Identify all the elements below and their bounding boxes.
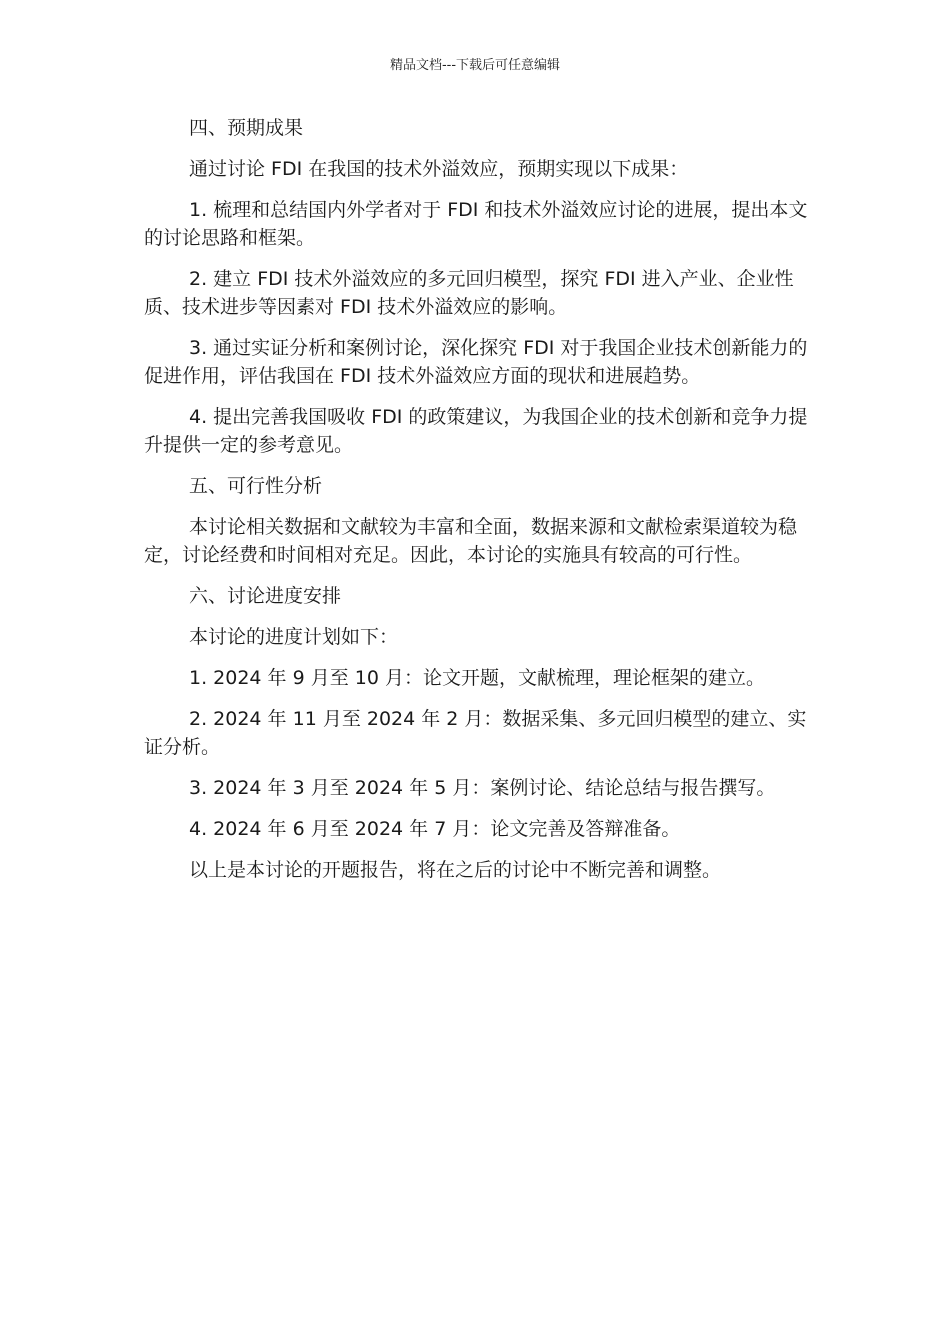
paragraph-schedule-2: 2. 2024 年 11 月至 2024 年 2 月：数据采集、多元回归模型的建立、实证分析。 — [144, 708, 807, 758]
section-heading-schedule: 六、讨论进度安排 — [189, 585, 342, 607]
paragraph-schedule-4: 4. 2024 年 6 月至 2024 年 7 月：论文完善及答辩准备。 — [189, 818, 681, 840]
paragraph-result-3: 3. 通过实证分析和案例讨论，深化探究 FDI 对于我国企业技术创新能力的促进作用，评估我国在 FDI 技术外溢效应方面的现状和进展趋势。 — [144, 337, 808, 387]
paragraph-feasibility: 本讨论相关数据和文献较为丰富和全面，数据来源和文献检索渠道较为稳定，讨论经费和时间相对充足。因此，本讨论的实施具有较高的可行性。 — [144, 516, 798, 566]
page-header: 精品文档---下载后可任意编辑 — [389, 58, 561, 73]
paragraph-result-2: 2. 建立 FDI 技术外溢效应的多元回归模型，探究 FDI 进入产业、企业性质、技术进步等因素对 FDI 技术外溢效应的影响。 — [144, 268, 794, 318]
document-body — [144, 114, 816, 897]
paragraph-expected-intro: 通过讨论 FDI 在我国的技术外溢效应，预期实现以下成果： — [189, 158, 689, 180]
paragraph-result-4: 4. 提出完善我国吸收 FDI 的政策建议，为我国企业的技术创新和竞争力提升提供一定的参考意见。 — [144, 406, 808, 456]
section-heading-feasibility: 五、可行性分析 — [189, 475, 323, 497]
section-heading-expected-results: 四、预期成果 — [189, 117, 304, 139]
paragraph-schedule-1: 1. 2024 年 9 月至 10 月：论文开题，文献梳理，理论框架的建立。 — [189, 667, 765, 689]
paragraph-schedule-3: 3. 2024 年 3 月至 2024 年 5 月：案例讨论、结论总结与报告撰写。 — [189, 777, 776, 799]
paragraph-schedule-intro: 本讨论的进度计划如下： — [189, 626, 399, 648]
paragraph-result-1: 1. 梳理和总结国内外学者对于 FDI 和技术外溢效应讨论的进展，提出本文的讨论思路和框架。 — [144, 199, 808, 249]
paragraph-conclusion: 以上是本讨论的开题报告，将在之后的讨论中不断完善和调整。 — [189, 859, 722, 881]
